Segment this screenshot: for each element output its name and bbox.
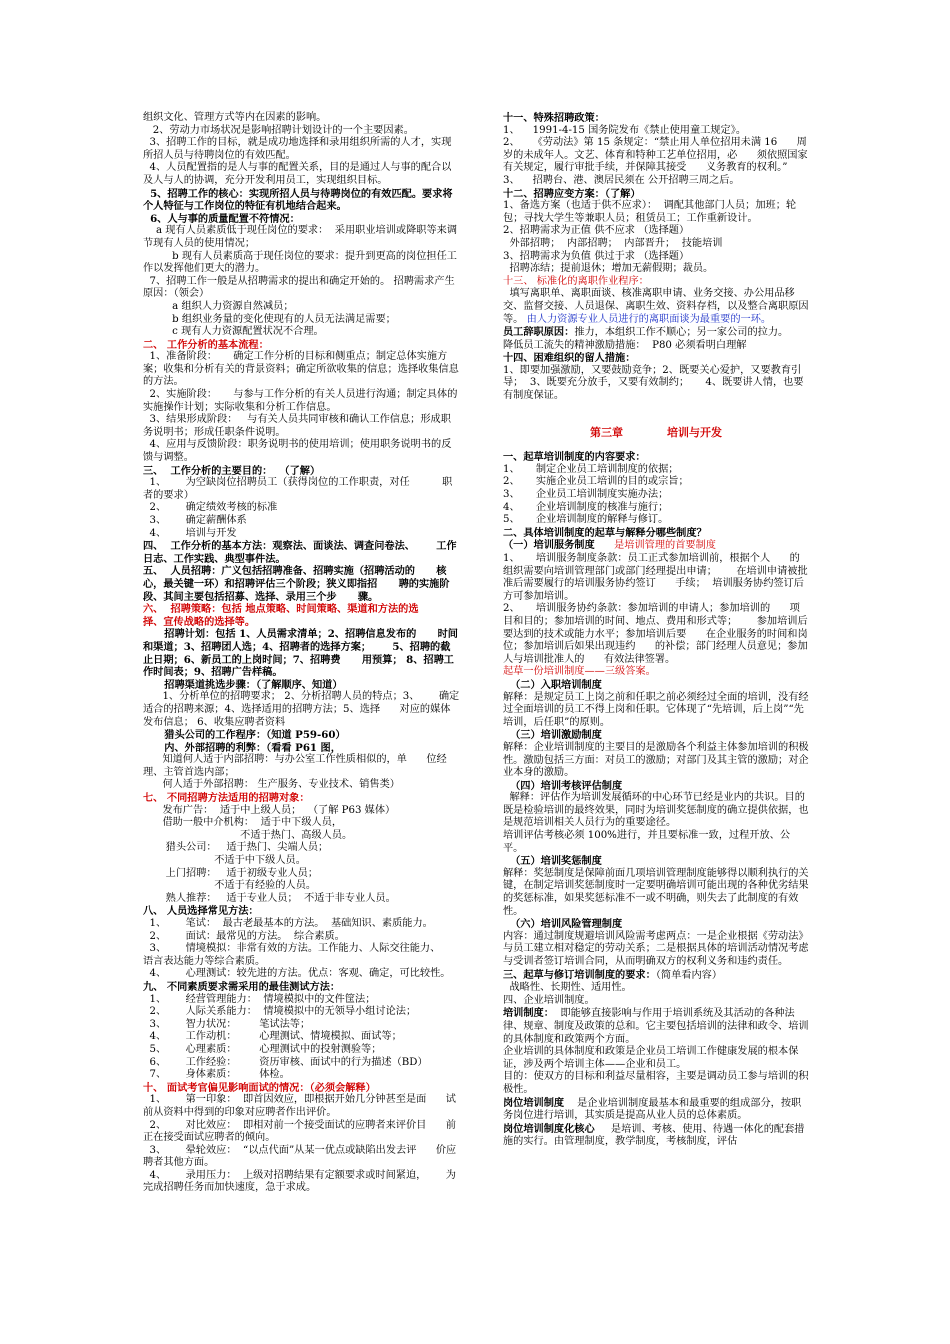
right-line (503, 403, 809, 415)
right-line: 培训评估考核必须 100%进行，并且要标准一致，过程开放、公平。 (503, 830, 791, 854)
right-line: 1、 培训服务制度条款：员工正式参加培训前，根据个人 的组织需要向培训管理部门或部门经理提出申请； 在培训申请被批准后需要履行的培训服务协约签订 手续； 培训服务协约签订后方可参加培训。 (503, 553, 808, 602)
right-line: 2、招聘需求为正值 供不应求 （选择题） (503, 225, 690, 237)
left-line: 3、结果形成阶段： 与有关人员共同审核和确认工作信息；形成职务说明书；形成任职条件说明。 (143, 414, 451, 438)
left-line: 1、 笔试： 最古老最基本的方法。 基础知识、素质能力。 (143, 918, 433, 929)
right-line: 解释：评估作为培训发展循环的中心环节已经是业内的共识。目的既是检验培训的最终效果，同时为培训奖惩制度的确立提供依据，也是规范培训相关人员行为的重要途径。 (503, 792, 809, 829)
right-line: 4、 企业培训制度的核准与施行； (503, 501, 669, 513)
right-line: 一、起草培训制度的内容要求： (503, 451, 646, 464)
right-line: 1、 制定企业员工培训制度的依据； (503, 463, 679, 475)
right-line: 1、 1991-4-15 国务院发布《禁止使用童工规定》。 (503, 124, 747, 136)
left-line: 知道何人适于内部招聘：与办公室工作性质相似的，单 位经理、主管首选内部； (143, 754, 447, 778)
left-line: 2、 确定绩效考核的标准 (143, 502, 278, 514)
left-line: 2、劳动力市场状况是影响招聘计划设计的一个主要因素。 (143, 124, 414, 136)
left-line: 2、 人际关系能力： 情境模拟中的无领导小组讨论法； (143, 1006, 417, 1018)
left-line: 十、 面试考官偏见影响面试的情况：（必须会解释） (143, 1081, 376, 1094)
left-line: 5、招聘工作的核心：实现所招人员与待聘岗位的有效匹配。要求将个人特征与工作岗位的特征有机地结合起来。 (143, 187, 453, 213)
left-line: 六、 招聘策略：包括 地点策略、时间策略、渠道和方法的选 择、宣传战略的选择等。 (143, 603, 440, 628)
left-line: 不适于中下级人员。 (143, 855, 306, 867)
left-line: 八、 人员选择常见方法： (143, 905, 259, 918)
right-line: 岗位培训制度化核心 是培训、考核、使用、待遇一体化的配套措施的实行。由管理制度，教学制度，考核制度，评估 (503, 1122, 805, 1148)
right-line: 目的：使双方的目标和利益尽量相容，主要是调动员工参与培训的积极性。 (503, 1071, 809, 1095)
left-line: 3、 晕轮效应： “以点代面”从某一优点或缺陷出发去评 价应聘者其他方面。 (143, 1144, 457, 1169)
left-line: 3、 智力状况： 笔试法等； (143, 1018, 311, 1030)
right-line: 起草一份培训制度——三级答案。 (503, 666, 656, 678)
right-line: （二）入职培训制度 (503, 678, 602, 691)
left-line: 二、 工作分析的基本流程： (143, 338, 269, 351)
left-line: 1、准备阶段： 确定工作分析的目标和侧重点；制定总体实施方案；收集和分析有关的背景资料；确定所欲收集的信息；选择收集信息的方法。 (143, 351, 459, 388)
left-line: 招聘计划：包括 1、人员需求清单；2、招聘信息发布的 时间和渠道；3、招聘团人选；4、招聘者的选择方案； 5、招聘的截止日期；6、新员工的上岗时间；7、招聘费 用预算； 8、招聘工作时间表；9、招聘广告样稿。 (143, 628, 458, 679)
right-line: （一）培训服务制度 是培训管理的首要制度 (503, 539, 716, 552)
left-line: 发布广告： 适于中上级人员； （了解 P63 媒体） (143, 804, 396, 816)
left-line: b 组织业务量的变化使现有的人员无法满足需要； (143, 313, 396, 325)
right-line: 企业培训的具体制度和政策是企业员工培训工作健康发展的根本保证，涉及两个培训主体——企业和员工。 (503, 1046, 799, 1070)
left-line: 2、 面试：最常见的方法。 综合素质。 (143, 930, 345, 942)
left-line: 不适于有经验的人员。 (143, 880, 317, 892)
left-line: c 现有人力资源配置状况不合理。 (143, 326, 324, 338)
right-line: 外部招聘； 内部招聘； 内部晋升； 技能培训 (503, 237, 723, 249)
right-line: （五）培训奖惩制度 (503, 855, 602, 868)
right-line: 3、 企业员工培训制度实施办法； (503, 489, 669, 501)
left-line: 七、 不同招聘方法适用的招聘对象： (143, 792, 310, 805)
left-line: 组织文化、管理方式等内在因素的影响。 (143, 112, 327, 123)
left-line: 4、 工作动机： 心理测试、情境模拟、面试等； (143, 1031, 402, 1043)
left-line: 3、 情境模拟：非常有效的方法。工作能力、人际交往能力、 语言表达能力等综合素质。 (143, 943, 460, 967)
left-line: 4、人员配置指的是人与事的配置关系，目的是通过人与事的配合以及人与人的协调，充分开发利用员工，实现组织目标。 (143, 162, 452, 186)
left-line: 熟人推荐： 适于专业人员； 不适于非专业人员。 (143, 892, 396, 904)
right-line: 战略性、长期性、适用性。 (503, 982, 632, 994)
right-line: 二、具体培训制度的起草与解释分哪些制度？ (503, 526, 707, 539)
chapter-number: 第三章 (590, 425, 623, 439)
right-line: 十二、招聘应变方案：（了解） (503, 187, 641, 200)
right-line: 解释：是规定员工上岗之前和任职之前必须经过全面的培训，没有经过全面培训的员工不得上岗和任职。它体现了“先培训，后上岗”“先培训，后任职”的原则。 (503, 691, 809, 728)
left-line: 5、 心理素质： 心理测试中的投射测验等； (143, 1043, 382, 1055)
left-line: 6、人与事的质量配置不符情况： (143, 212, 300, 225)
right-line: 解释：企业培训制度的主要目的是激励各个利益主体参加培训的积极性。激励包括三方面：对员工的激励；对部门及其主管的激励；对企业本身的激励。 (503, 741, 809, 779)
left-line: 4、 心理测试：较先进的方法。优点：客观、确定，可比较性。 (143, 968, 451, 980)
left-column (143, 112, 460, 1195)
left-line: 1、 为空缺岗位招聘员工（获得岗位的工作职责，对任 职者的要求） (143, 477, 453, 501)
left-line: 四、 工作分析的基本方法：观察法、面谈法、调查问卷法、 工作日志、工作实践、典型事件法。 (143, 540, 457, 565)
right-line: 十四、困难组织的留人措施： (503, 352, 636, 365)
left-line: a 现有人员素质低于现任岗位的要求： 采用职业培训或降职等来调节现有人员的使用情况； (143, 225, 458, 249)
right-line: （四）培训考核评估制度 (503, 779, 623, 792)
left-line: 上门招聘： 适于初级专业人员； (143, 867, 319, 879)
left-line: 猎头公司： 适于热门、尖端人员； (143, 842, 329, 854)
right-column (503, 112, 809, 1149)
left-line: 猎头公司的工作程序：（知道 P59-60） (143, 729, 346, 742)
chapter-heading (503, 427, 809, 440)
left-line: 2、 对比效应： 即相对前一个接受面试的应聘者来评价目 前正在接受面试应聘者的倾向。 (143, 1119, 456, 1144)
left-line: 7、招聘工作一般是从招聘需求的提出和确定开始的。 招聘需求产生原因：（领会） (143, 275, 455, 300)
right-line: 1、即要加强激励，又要鼓励竞争；2、既要关心爱护，又要教育引导； 3、既要充分放手，又要有效制约； 4、既要讲人情，也要有制度保证。 (503, 364, 804, 402)
left-line: 不适于热门、高级人员。 (143, 829, 353, 841)
right-line: 解释：奖惩制度是保障前面几项培训管理制度能够得以顺利执行的关键，在制定培训奖惩制度时一定要明确培训可能出现的各种优劣结果的奖惩标准，如果奖惩标准不一或不明确，则失去了此制度的有效性。 (503, 867, 809, 917)
right-line: 降低员工流失的精神激励措施： P80 必须看明白理解 (503, 339, 747, 351)
left-line: 2、实施阶段： 与参与工作分析的有关人员进行沟通；制定具体的实施操作计划；实际收集和分析工作信息。 (143, 389, 458, 413)
left-line: 借助一般中介机构： 适于中下级人员， (143, 817, 343, 829)
right-line: 招聘冻结；提前退休；增加无薪假期；裁员。 (503, 263, 714, 275)
right-line: 岗位培训制度 是企业培训制度最基本和最重要的组成部分，按职务岗位进行培训，其实质是提高从业人员的总体素质。 (503, 1096, 802, 1122)
right-line: 1、备选方案（也适于供不应求）： 调配其他部门人员；加班；轮包；寻找大学生等兼职人员；租赁员工；工作重新设计。 (503, 200, 797, 224)
right-line: 培训制度： 即能够直接影响与作用于培训系统及其活动的各种法律、规章、制度及政策的总和。它主要包括培训的法律和政令、培训的具体制度和政策两个方面。 (503, 1007, 809, 1045)
left-line: 九、 不同素质要求需采用的最佳测试方法： (143, 980, 341, 993)
left-line: 五、 人员招聘：广义包括招聘准备、招聘实施（招聘活动的 核心，最关键一环）和招聘评估三个阶段；狭义即指招 聘的实施阶段、其间主要包括招募、选择、录用三个步 骤。 (143, 565, 450, 603)
right-line: 2、 实施企业员工培训的目的或宗旨； (503, 476, 689, 488)
right-line: （六）培训风险管理制度 (503, 918, 623, 931)
right-line: 3、 招聘台、港、澳居民须在 公开招聘三周之后。 (503, 174, 740, 186)
left-line: 三、 工作分析的主要目的： （了解） (143, 464, 321, 477)
left-line: b 现有人员素质高于现任岗位的要求：提升到更高的岗位担任工作以发挥他们更大的潜力。 (143, 250, 457, 275)
left-line: 7、 身体素质： 体检。 (143, 1069, 290, 1081)
right-line: 员工辞职原因：推力，本组织工作不顺心；另一家公司的拉力。 (503, 326, 789, 339)
right-line: （三）培训激励制度 (503, 729, 602, 742)
left-line: 4、 录用压力： 上级对招聘结果有定额要求或时间紧迫， 为完成招聘任务而加快速度，急于求成。 (143, 1169, 456, 1194)
left-line: 3、招聘工作的目标，就是成功地选择和录用组织所需的人才，实现所招人员与待聘岗位的有效匹配。 (143, 137, 452, 161)
left-line: 内、外部招聘的利弊：（看看 P61 图， (143, 741, 341, 754)
left-line: 招聘渠道挑选步骤：（了解顺序、知道） (143, 678, 343, 691)
chapter-title: 培训与开发 (667, 425, 722, 439)
left-line: 6、 工作经验： 资历审核、面试中的行为描述（BD） (143, 1056, 428, 1068)
left-line: 3、 确定薪酬体系 (143, 515, 247, 526)
left-line: 1、分析单位的招聘要求； 2、分析招聘人员的特点；3、 确定适合的招聘来源；4、选择适用的招聘方法；5、选择 对应的媒体发布信息； 6、收集应聘者资料 (143, 691, 460, 728)
right-line: 十一、特殊招聘政策： (503, 112, 605, 124)
right-line: 内容：通过制度规避培训风险需考虑两点：一是企业根据《劳动法》与员工建立相对稳定的劳动关系；二是根据具体的培训活动情况考虑与受训者签订培训合同，从而明确双方的权利义务和违约责任。 (503, 930, 809, 967)
right-line: 四、企业培训制度。 (503, 994, 595, 1006)
right-line: 十三、 标准化的离职作业程序： (503, 275, 649, 287)
left-line: 何人适于外部招聘： 生产服务、专业技术、销售类） (143, 779, 400, 791)
right-line: 2、 培训服务协约条款：参加培训的申请人；参加培训的 项目和目的；参加培训的时间、地点、费用和形式等； 参加培训后要达到的技术或能力水平；参加培训后要 在企业服务的时间和岗位；参加培训后如果出现违约 的补偿；部门经理人员意见；参加人与培训批准人的 有效法律签署。 (503, 603, 808, 665)
right-line: 2、 《劳动法》第 15 条规定：“禁止用人单位招用未满 16 周岁的未成年人。文艺、体育和特种工艺单位招用，必 须依照国家有关规定，履行审批手续，并保障其接受 义务教育的权利。” (503, 137, 808, 174)
left-line: 1、 第一印象： 即首因效应，即根据开始几分钟甚至是面 试前从资料中得到的印象对应聘者作出评价。 (143, 1094, 456, 1118)
left-line: a 组织人力资源自然减员； (143, 300, 294, 312)
right-line: 5、 企业培训制度的解释与修订。 (503, 514, 669, 526)
right-line: 3、招聘需求为负值 供过于求 （选择题） (503, 250, 690, 262)
left-line: 1、 经营管理能力： 情境模拟中的文件筐法； (143, 993, 376, 1005)
left-line: 4、 培训与开发 (143, 527, 237, 539)
right-line: 填写离职单、离职面谈、核准离职申请、业务交接、办公用品移交、监督交接、人员退保、离职生效、资料存档，以及整合离职原因等。 由人力资源专业人员进行的离职面谈为最重要的一环。 (503, 288, 809, 325)
left-line: 4、应用与反馈阶段：职务说明书的使用培训；使用职务说明书的反馈与调整。 (143, 439, 452, 464)
right-line: 三、起草与修订培训制度的要求：（简单看内容） (503, 968, 723, 981)
